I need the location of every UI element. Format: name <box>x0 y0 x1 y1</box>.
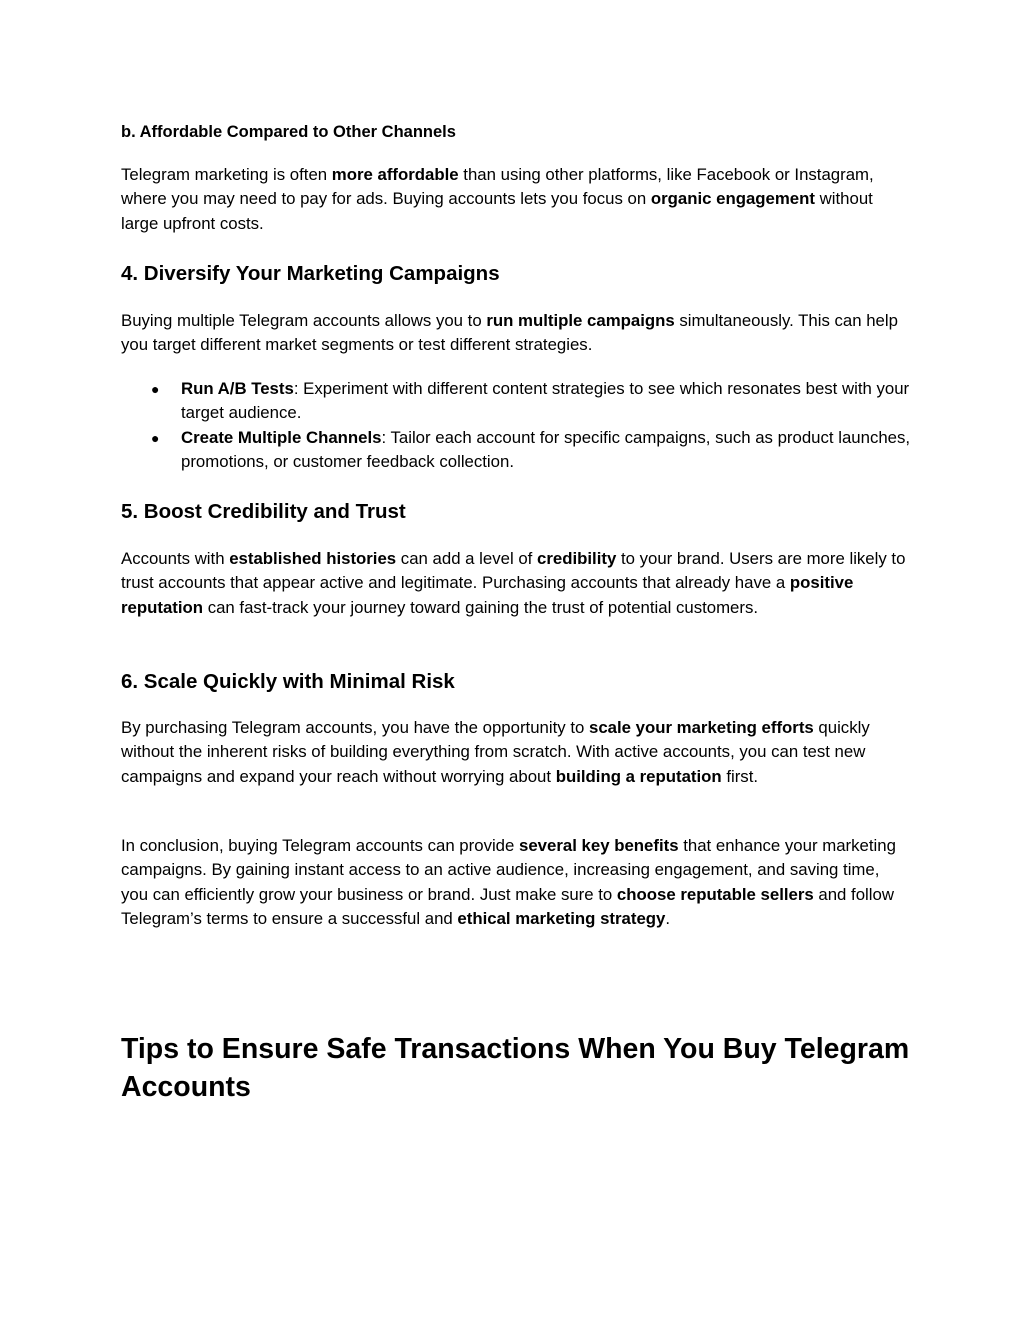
section-4-paragraph-block <box>121 309 911 358</box>
bullet-icon: ● <box>151 381 160 397</box>
text-run: . <box>665 908 671 928</box>
section-5-paragraph-block <box>121 547 911 620</box>
section-6-heading-block <box>121 669 911 695</box>
bullet-text <box>181 428 910 471</box>
section-4-heading: 4. Diversify Your Marketing Campaigns <box>121 262 500 285</box>
section-6-heading: 6. Scale Quickly with Minimal Risk <box>121 670 455 693</box>
section-6-paragraph-block <box>121 716 911 789</box>
text-run: can add a level of <box>396 549 538 568</box>
text-run: first. <box>721 766 759 786</box>
bold-text-run: Run A/B Tests <box>181 379 294 398</box>
text-run: Accounts with <box>121 549 230 568</box>
text-run: In conclusion, buying Telegram accounts can provide <box>121 836 520 855</box>
bold-text-run: established histories <box>229 549 397 568</box>
bullet-icon: ● <box>151 429 160 446</box>
section-b-heading-block <box>121 120 911 144</box>
section-6-paragraph <box>121 716 911 789</box>
section-5-heading: 5. Boost Credibility and Trust <box>121 500 406 523</box>
text-run: simultaneously. This can help you target different market segments or test different strategies. <box>121 311 898 355</box>
section-b-paragraph <box>121 163 911 236</box>
text-run: quickly without the inherent risks of building everything from scratch. With active accounts, you can test new campaigns and expand your reach without worrying about <box>121 718 870 786</box>
text-run: : Tailor each account for specific campaigns, such as product launches, promotions, or customer feedback collection. <box>181 427 911 471</box>
bold-text-run: building a reputation <box>555 766 722 786</box>
bold-text-run: organic engagement <box>650 189 815 209</box>
tips-heading-block <box>121 1030 911 1106</box>
text-run: : Experiment with different content strategies to see which resonates best with your target audience. <box>181 379 910 423</box>
bullet-list <box>121 377 911 474</box>
section-4-paragraph <box>121 309 911 358</box>
text-run: that enhance your marketing campaigns. By gaining instant access to an active audience, increasing engagement, and saving time, you can efficiently grow your business or brand. Just make sure to <box>121 836 896 904</box>
text-run: By purchasing Telegram accounts, you have the opportunity to <box>121 718 589 737</box>
bold-text-run: Create Multiple Channels <box>181 427 382 447</box>
text-run: Buying multiple Telegram accounts allows you to <box>121 311 487 330</box>
text-run: and follow Telegram’s terms to ensure a successful and <box>121 884 894 928</box>
bold-text-run: choose reputable sellers <box>616 884 814 904</box>
bullet-text <box>181 379 909 422</box>
section-5-paragraph <box>121 547 911 620</box>
text-run: can fast-track your journey toward gaining the trust of potential customers. <box>203 597 759 617</box>
conclusion-paragraph <box>121 834 911 931</box>
tips-heading: Tips to Ensure Safe Transactions When You Buy Telegram Accounts <box>121 1033 910 1103</box>
section-b-heading: b. Affordable Compared to Other Channels <box>121 123 456 141</box>
bold-text-run: positive reputation <box>121 573 854 617</box>
text-run: than using other platforms, like Facebook or Instagram, where you may need to pay for ads. Buying accounts lets you focus on <box>121 165 874 209</box>
text-run: Telegram marketing is often <box>121 165 332 184</box>
text-run: to your brand. Users are more likely to trust accounts that appear active and legitimate. Purchasing accounts that already have a <box>121 549 906 593</box>
section-5-heading-block <box>121 499 911 525</box>
list-item <box>121 426 911 475</box>
bold-text-run: run multiple campaigns <box>486 311 675 330</box>
bullet-list-block <box>121 377 911 474</box>
text-run: without large upfront costs. <box>121 189 873 233</box>
bold-text-run: scale your marketing efforts <box>588 718 814 737</box>
section-b-paragraph-block <box>121 163 911 236</box>
bold-text-run: ethical marketing strategy <box>457 908 666 928</box>
list-item <box>121 377 911 426</box>
bold-text-run: credibility <box>537 549 617 568</box>
bold-text-run: several key benefits <box>519 836 679 855</box>
section-4-heading-block <box>121 261 911 287</box>
conclusion-paragraph-block <box>121 834 911 931</box>
bold-text-run: more affordable <box>331 165 459 184</box>
